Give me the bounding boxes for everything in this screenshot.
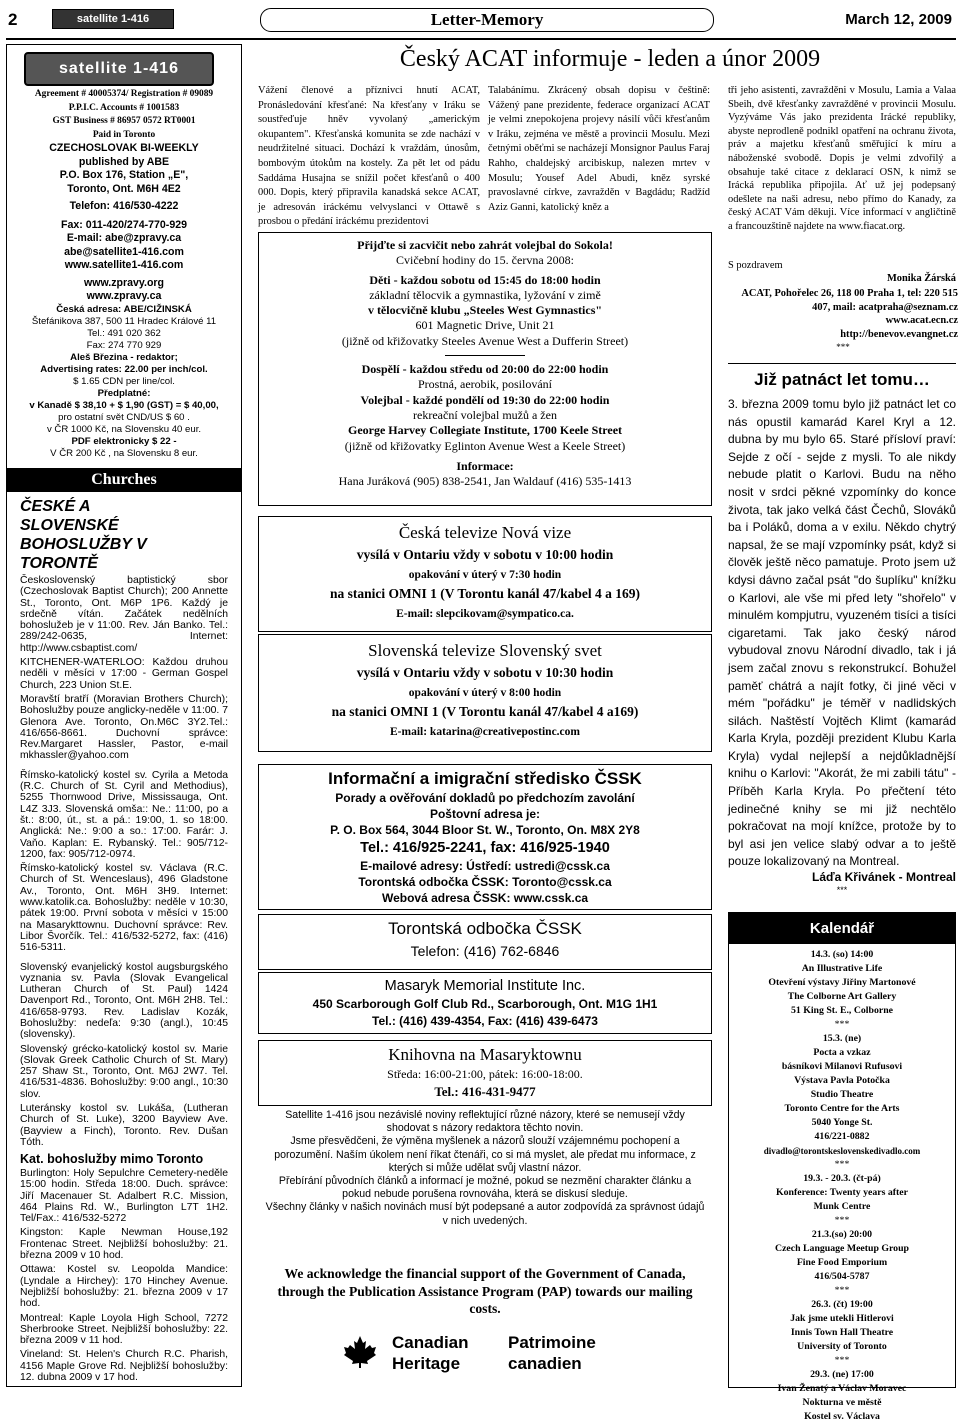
disclaimer-line: Přebírání původních článků a informací je možné, pokud se nezmění charakter článku a pokud nebude porušena rovnováha, která se diskusí sleduje. bbox=[278, 1175, 692, 1201]
sokol-line: rekreační volejbal mužů a žen bbox=[413, 407, 557, 422]
info-line: Telefon: 416/530-4222 bbox=[69, 200, 179, 212]
email-link[interactable]: E-mail: abe@zpravy.ca bbox=[66, 232, 182, 244]
sokol-line: Děti - každou sobotu od 15:45 do 18:00 hodin bbox=[369, 272, 601, 287]
church-entry: Slovenský evanjelický kostol augsburgského vyznania sv. Pavla (Slovak Evangelical Lutheran Church of St. Paul) 1424 Davenport Rd., Toronto, Ont. M6H 2H8. Tel.: 416/658-9793. Rev. Ladislav Kozák, Bohoslužby: nedeľa: 9:30 (angl.), 10:45 (slovensky). bbox=[20, 961, 228, 1041]
karel-body: 3. března 2009 tomu bylo již patnáct let co nás opustil kamarád Karel Kryl a 12. dubna by mu bylo 65. Staré přísloví praví: Sejde z očí - sejde z mysli. To ale nikdy nebude platit o Karlovi. Budu na něho nosit v srdci pěkné vzpomínky do konce života, tak jako velká část Čechů, Slováků ba i Poláků, doma a v exilu. Někdo chytrý napsal, že se mají vzpomínky psát, když si člověk ještě něco pamatuje. Proto jsem už kdysi dávno začal psát "do šuplíku" knížku o Karlovi, ale vše mi před lety "shořelo" v minulém kompjutru, vyuzeném tisíci a tisíci cigaretami. Tak jako český národ vybudoval znovu Národní divadlo, tak i já jsem začal znovu s rekonstrukcí. Bohužel paměť chátrá a najít fotky, či jiné věci v mém "pořádku" je téměř v nadlidských silách. Naštěstí Vojtěch Klimt (kamarád Karla Kryla, později prezident Klubu Karla Kryla) vydal nejlepší a nejdůkladnější knihu o Karlovi: "Akorát, že mi zabili tátu" - Příběh Karla Kryla. Po přečtení této jedinečné knihy se mi již nechtělo pokračovat na mojí knížce, protože by to byl asi jen velice slabý odvar a to ještě pouze lokalizovaný na Montreal. bbox=[728, 397, 956, 869]
info-line: Agreement # 40005374/ Registration # 09089 bbox=[34, 89, 214, 99]
cal-line: básníkovi Milanovi Rufusovi bbox=[781, 1061, 903, 1072]
church-entry: Luteránsky kostol sv. Lukáša, (Lutheran Church of St. Luke), 3200 Bayview Ave. (Bayview a Finch), Toronto. Rev. Dušan Tóth. bbox=[20, 1103, 228, 1148]
cal-line: Toronto Centre for the Arts bbox=[784, 1103, 900, 1114]
tv-sk-text bbox=[262, 640, 708, 742]
cssk-text bbox=[262, 768, 708, 906]
tv-sk-line: vysílá v Ontariu vždy v sobotu v 10:30 hodin bbox=[356, 665, 614, 680]
info-line: CZECHOSLOVAK BI-WEEKLY bbox=[49, 142, 199, 154]
section-title: Letter-Memory bbox=[430, 10, 544, 29]
church-entry: KITCHENER-WATERLOO: Každou druhou neděli v měsíci v 17:00 - German Gospel Church, 223 Union St.E. bbox=[20, 657, 228, 691]
acat-web2[interactable]: http://benevov.evangnet.cz bbox=[840, 329, 958, 340]
info-line: P.O. Box 176, Station „E", bbox=[59, 169, 189, 181]
sokol-line: Přijďte si zacvičit nebo zahrát volejbal do Sokola! bbox=[357, 238, 613, 252]
masaryk-text bbox=[262, 976, 708, 1030]
kat-entry: Kingston: Kaple Newman House,192 Frontenac Street. Nejbližší bohoslužby: 21. března 2009 v 10 hod. bbox=[20, 1227, 228, 1262]
cssk-line: P. O. Box 564, 3044 Bloor St. W., Toronto, On. M8X 2Y8 bbox=[330, 823, 640, 837]
info-line: PDF elektronicky $ 22 - bbox=[71, 435, 177, 447]
info-line: Paid in Toronto bbox=[92, 129, 156, 140]
cal-line: Czech Language Meetup Group bbox=[775, 1243, 909, 1254]
branch-phone: Telefon: (416) 762-6846 bbox=[410, 943, 560, 959]
library-phone: Tel.: 416-431-9477 bbox=[434, 1084, 536, 1099]
web-link[interactable]: www.satellite1-416.com bbox=[64, 259, 184, 271]
disclaimer-line: Všechny články v našich novinách musí být podepsané a autor zodpovídá za správnost údajů v nich uvedených. bbox=[265, 1201, 705, 1227]
cal-email[interactable]: divadlo@torontskeslovenskedivadlo.com bbox=[763, 1146, 921, 1156]
issue-date: March 12, 2009 bbox=[845, 11, 952, 28]
cal-line: 15.3. (ne) bbox=[822, 1033, 862, 1044]
branch-title: Torontská odbočka ČSSK bbox=[388, 919, 582, 938]
cssk-email[interactable]: E-mailové adresy: Ústředí: ustredi@cssk.ca bbox=[360, 859, 610, 873]
tv-cz-title: Česká televize Nová vize bbox=[398, 523, 572, 542]
calendar-list bbox=[730, 948, 954, 1424]
cal-line: Fine Food Emporium bbox=[796, 1257, 888, 1268]
cal-line: An Illustrative Life bbox=[801, 963, 883, 974]
disclaimer-line: Satellite 1-416 jsou nezávislé noviny reflektující různé názory, které se nemusejí vždy shodovat s názory redaktora těchto novin. bbox=[285, 1109, 685, 1135]
library-title: Knihovna na Masaryktownu bbox=[388, 1045, 582, 1064]
karel-signer: Láďa Křivánek - Montreal bbox=[812, 870, 956, 884]
sokol-separator bbox=[445, 355, 525, 356]
email-link[interactable]: abe@satellite1-416.com bbox=[64, 245, 184, 258]
cal-line: The Colborne Art Gallery bbox=[787, 991, 897, 1002]
kat-entry: Ottawa: Kostel sv. Leopolda Mandice: (Lyndale a Hirchey): 170 Hinchey Avenue. Nejbližší bohoslužby: 21. března 2009 v 17 hod. bbox=[20, 1264, 228, 1310]
cal-line: Nokturna ve městě bbox=[802, 1397, 882, 1408]
cal-line: 51 King St. E., Colborne bbox=[790, 1005, 894, 1016]
section-title-box bbox=[260, 8, 714, 32]
tv-cz-text bbox=[262, 522, 708, 624]
church-entry: Československý baptistický sbor (Czechoslovak Baptist Church); 200 Annette St., Toronto, Ont. M6P 1P6. Každý je srdečně vítán. Začátek nedělních bohoslužeb je v 11:00. Rev. Ján Banko. Tel.: 289/242-0635, Internet: http://www.csbaptist.com/ bbox=[20, 575, 228, 654]
cal-line: University of Toronto bbox=[797, 1341, 887, 1352]
kat-list bbox=[20, 1168, 228, 1386]
heritage-en-line: Heritage bbox=[392, 1354, 461, 1373]
library-hours: Středa: 16:00-21:00, pátek: 16:00-18:00. bbox=[387, 1067, 583, 1081]
masaryk-addr: 450 Scarborough Golf Club Rd., Scarborough, Ont. M1G 1H1 bbox=[312, 997, 658, 1011]
tv-cz-email[interactable]: E-mail: slepcikovam@sympatico.ca. bbox=[396, 608, 574, 620]
header-logo-text: satellite 1-416 bbox=[76, 13, 150, 25]
church-entry: Slovenský grécko-katolický kostol sv. Marie (Slovak Greek Catholic Church of St. Mary) 257 Shaw St., Toronto, Ont. M6J 2W7. Tel. 416/531-4836. Bohoslužby: 9:00 angl., 10:30 slov. bbox=[20, 1043, 228, 1100]
cal-line: 416/504-5787 bbox=[814, 1271, 870, 1282]
cssk-line: Tel.: 416/925-2241, fax: 416/925-1940 bbox=[360, 840, 610, 856]
info-line: Advertising rates: 22.00 per inch/col. bbox=[40, 363, 208, 375]
disclaimer-line: Jsme přesvědčeni, že výměna myšlenek a názorů slouží vzájemnému pochopení a porozumění. Naším úkolem není říkat čtenáři, co si má myslet, ale předat mu informace, z kterých si může udělat svůj vlastní názor. bbox=[274, 1135, 696, 1174]
tv-cz-line: opakování v úterý v 7:30 hodin bbox=[408, 569, 562, 581]
cal-line: 5040 Yonge St. bbox=[811, 1117, 873, 1128]
info-line: published by ABE bbox=[78, 155, 170, 168]
cal-line: Pocta a vzkaz bbox=[813, 1047, 871, 1058]
info-line: Fax: 274 770 929 bbox=[86, 339, 162, 351]
info-line: $ 1.65 CDN per line/col. bbox=[73, 375, 175, 387]
info-line: Štefánikova 387, 500 11 Hradec Králové 11 bbox=[31, 315, 217, 327]
page-number: 2 bbox=[8, 10, 18, 29]
info-line: P.P.I.C. Accounts # 1001583 bbox=[68, 102, 180, 113]
cssk-web[interactable]: Webová adresa ČSSK: www.cssk.ca bbox=[381, 891, 589, 905]
acat-address: ACAT, Pohořelec 26, 118 00 Praha 1, tel: 220 515 407, mail: acatpraha@seznam.cz bbox=[741, 288, 958, 313]
canada-flag-icon bbox=[342, 1334, 378, 1370]
info-line: v Kanadě $ 38,10 + $ 1,90 (GST) = $ 40,00, bbox=[29, 399, 219, 411]
cal-line: *** bbox=[834, 1019, 850, 1030]
cal-line: Innis Town Hall Theatre bbox=[790, 1327, 894, 1338]
masthead-logo-text: satellite 1-416 bbox=[59, 60, 179, 77]
tv-sk-line: opakování v úterý v 8:00 hodin bbox=[408, 687, 562, 699]
cal-line: Studio Theatre bbox=[810, 1089, 874, 1100]
cal-line: 21.3.(so) 20:00 bbox=[811, 1229, 873, 1240]
info-line: Tel.: 491 020 362 bbox=[87, 327, 161, 339]
kat-title: Kat. bohoslužby mimo Toronto bbox=[20, 1152, 204, 1166]
cal-line: *** bbox=[834, 1285, 850, 1296]
calendar-header bbox=[728, 912, 956, 944]
sokol-line: Dospělí - každou středu od 20:00 do 22:00 hodin bbox=[361, 362, 609, 377]
church-entry: Moravští bratří (Moravian Brothers Church); Bohoslužby pouze anglicky-neděle v 11:00. 7 Glenora Ave. Toronto, On.M6C 3Y2.Tel.: 416/656-8661. Duchovní správce: Rev.Margaret Hassler, Pastor, e-mail mkhassler@yahoo.com bbox=[20, 693, 228, 762]
info-line: GST Business # 86957 0572 RT0001 bbox=[52, 116, 196, 126]
sokol-line: 601 Magnetic Drive, Unit 21 bbox=[415, 318, 555, 333]
cssk-email[interactable]: Torontská odbočka ČSSK: Toronto@cssk.ca bbox=[358, 875, 612, 889]
karel-top-rule bbox=[728, 363, 956, 364]
info-line: v ČR 1000 Kč, na Slovensku 40 eur. bbox=[46, 423, 202, 435]
heritage-fr bbox=[508, 1332, 596, 1374]
info-line: V ČR 200 Kč , na Slovensku 8 eur. bbox=[50, 447, 198, 459]
sokol-line: v tělocvičně klubu „Steeles West Gymnastics" bbox=[367, 303, 603, 318]
info-line: Česká adresa: ABE/CIŽINSKÁ bbox=[56, 303, 192, 315]
acat-web1[interactable]: www.acat.ecn.cz bbox=[885, 315, 958, 326]
acat-headline: Český ACAT informuje - leden a únor 2009 bbox=[399, 46, 821, 72]
cal-line: *** bbox=[834, 1355, 850, 1366]
web-link[interactable]: www.zpravy.ca bbox=[86, 290, 162, 302]
cal-line: Jak jsme utekli Hitlerovi bbox=[790, 1313, 894, 1324]
cssk-title: Informační a imigrační středisko ČSSK bbox=[328, 769, 642, 788]
sokol-line: Volejbal - každé pondělí od 19:30 do 22:00 hodin bbox=[360, 392, 610, 407]
cal-line: 14.3. (so) 14:00 bbox=[810, 949, 874, 960]
church-entry: Římsko-katolický kostel sv. Václava (R.C. Church of St. Wenceslaus), 496 Gladstone Av., Toronto, Ont. M6H 3H9. Internet: www.katolik.ca. Bohoslužby: neděle v 10:30, pátek 19:00. První sobota v měsíci v 15:00 na Masarykttownu. Duchovní správce: Rev. Libor Švorčík. Tel.: 416/532-5272, fax: (416) 516-5311. bbox=[20, 863, 228, 954]
sokol-line: George Harvey Collegiate Institute, 1700 Keele Street bbox=[347, 423, 623, 438]
churches-header bbox=[6, 469, 242, 491]
sokol-line: (jižně od křižovatky Steeles Avenue West a Dufferin Street) bbox=[341, 333, 629, 348]
tv-cz-line: na stanici OMNI 1 (V Torontu kanál 47/kabel 4 a 169) bbox=[329, 586, 641, 601]
cal-line: Výstava Pavla Potočka bbox=[794, 1075, 890, 1086]
sokol-line: (jižně od křižovatky Eglinton Avenue West a Keele Street) bbox=[344, 438, 626, 453]
info-line: Toronto, Ont. M6H 4E2 bbox=[67, 182, 181, 195]
disclaimer bbox=[264, 1109, 706, 1228]
cal-line: 416/221-0882 bbox=[814, 1131, 870, 1142]
cal-line: Otevření výstavy Jiřiny Martonové bbox=[768, 977, 916, 988]
acat-signer: Monika Žárská bbox=[887, 273, 956, 284]
church-list bbox=[20, 575, 228, 1151]
cal-line: *** bbox=[834, 1159, 850, 1170]
tv-cz-line: vysílá v Ontariu vždy v sobotu v 10:00 hodin bbox=[356, 547, 614, 562]
acat-stars: *** bbox=[836, 342, 850, 352]
header-logo bbox=[52, 9, 174, 29]
cssk-line: Poštovní adresa je: bbox=[429, 807, 541, 821]
heritage-en bbox=[392, 1332, 469, 1374]
cal-line: Munk Centre bbox=[813, 1201, 871, 1212]
heritage-en-line: Canadian bbox=[392, 1333, 469, 1352]
masaryk-title: Masaryk Memorial Institute Inc. bbox=[384, 978, 586, 994]
cal-line: Kostel sv. Václava bbox=[804, 1411, 880, 1422]
calendar-title: Kalendář bbox=[809, 920, 875, 937]
cssk-line: Porady a ověřování dokladů po předchozím zavolání bbox=[335, 791, 635, 805]
sokol-text bbox=[262, 238, 708, 489]
tv-sk-line: na stanici OMNI 1 (V Torontu kanál 47/kabel 4 a169) bbox=[331, 704, 639, 719]
churches-title: ČESKÉ A SLOVENSKÉ BOHOSLUŽBY V TORONTĚ bbox=[20, 498, 147, 572]
cal-line: 26.3. (čt) 19:00 bbox=[811, 1299, 873, 1310]
info-line: Fax: 011-420/274-770-929 bbox=[60, 218, 188, 231]
karel-headline: Již patnáct let tomu… bbox=[754, 370, 930, 389]
heritage-fr-line: canadien bbox=[508, 1354, 582, 1373]
tv-sk-title: Slovenská televize Slovenský svet bbox=[368, 641, 602, 660]
sokol-line: Informace: bbox=[456, 458, 514, 473]
acat-col2: Talabánímu. Zkrácený obsah dopisu v češtině: Vážený pane prezidente, federace organizací ACAT je velmi znepokojena projevy násilí vůči křesťanům v Iráku, zejména ve městě a provincii Mosulu. Mezi četnými oběťmi se nacházejí Monsignor Paulus Faraj Rahho, chaldejský arcibiskup, nalezen mrtev v Mosulu; Yousef Adel Abudi, kněz syrské pravoslavné církve, zavražděn v Bagdádu; Radžíd Aziz Ganni, katolický kněz a bbox=[488, 85, 711, 213]
karel-stars: *** bbox=[836, 885, 848, 895]
kat-entry: Vineland: St. Helen's Church R.C. Pharish, 4156 Maple Grove Rd. Nejbližší bohoslužby: 12. dubna 2009 v 17 hod. bbox=[20, 1349, 228, 1384]
cal-line: 19.3. - 20.3. (čt-pá) bbox=[803, 1173, 881, 1184]
info-line: pro ostatní svět CND/US $ 60 . bbox=[58, 411, 190, 423]
masaryk-phone: Tel.: (416) 439-4354, Fax: (416) 439-6473 bbox=[372, 1014, 598, 1028]
sokol-line: základní tělocvik a gymnastika, lyžování v zimě bbox=[369, 287, 601, 302]
cal-line: *** bbox=[834, 1215, 850, 1226]
branch-text bbox=[262, 918, 708, 962]
kat-entry: Burlington: Holy Sepulchre Cemetery-neděle 15:00 hodin. Středa 18:00. Duch. správce: Jiří Macenauer St. Adalbert R.C. Mission, 464 Plains Rd. W., Burlington L7T 1H2. Tel/Fax.: 416/532-5272 bbox=[20, 1168, 228, 1225]
acat-col3: tři jeho asistenti, zavražděni v Mosulu, Lamia a Valaa Sbeih, dvě křesťanky zavražděné v provincii Mosulu. Vyzýváme Vás jako prezidenta Irácké republiky, abyste neprodleně podnikl opatření na ochranu života, práv a majetku křesťanů směřující k míru a náboženské svobodě. Dopis je velmi zdvořilý a obsahuje také citace z deklarací OSN, k nimž se Irácká republika připojila. Ať už jej podepsaný odešlete na naši adresu, nebo přímo do Kanady, za český ACAT Vám děkuji. Více informací v angličtině a francouzštině najdete na www.fiacat.org. bbox=[728, 85, 956, 232]
info-line: Aleš Březina - redaktor; bbox=[70, 351, 178, 363]
info-line: Předplatné: bbox=[97, 387, 151, 399]
library-text bbox=[262, 1044, 708, 1101]
web-link[interactable]: www.zpravy.org bbox=[83, 276, 165, 289]
tv-sk-email[interactable]: E-mail: katarina@creativepostinc.com bbox=[390, 726, 580, 738]
masthead-logo bbox=[24, 52, 214, 86]
churches-header-text: Churches bbox=[91, 471, 157, 488]
cal-line: 29.3. (ne) 17:00 bbox=[810, 1369, 874, 1380]
heritage-fr-line: Patrimoine bbox=[508, 1333, 596, 1352]
sokol-line: Hana Juráková (905) 838-2541, Jan Waldauf (416) 535-1413 bbox=[338, 474, 632, 489]
publisher-info bbox=[8, 88, 240, 460]
header-rule bbox=[6, 38, 956, 40]
sokol-line: Cvičební hodiny do 15. června 2008: bbox=[396, 253, 574, 268]
cal-line: Konference: Twenty years after bbox=[776, 1187, 908, 1198]
sokol-line: Prostná, aerobik, posilování bbox=[418, 377, 552, 392]
acat-regards: S pozdravem bbox=[728, 260, 783, 271]
funding-text: We acknowledge the financial support of the Government of Canada, through the Publication Assistance Program (PAP) towards our mailing costs. bbox=[277, 1266, 693, 1316]
acat-col1: Vážení členové a příznivci hnutí ACAT, Pronásledování křesťané: Na křesťany v Iráku se soustřeďuje hněv vyvolaný „americkým okupantem". Křesťanská komunita se zde nachází v neudržitelné situaci. Dochází k vraždám, únosům, bombovým útokům na kostely. Za pět let od pádu Saddáma Husajna se snížil počet křesťanů o 400 000. Dopis, který připravila kanadská sekce ACAT, je adresován iráckému velvyslanci v Ottawě s prosbou o předání iráckému prezidentovi bbox=[258, 85, 480, 228]
church-entry: Římsko-katolický kostel sv. Cyrila a Metoda (R.C. Church of St. Cyril and Methodius), 5255 Thornwood Drive, Mississauga, Ont. L4Z 3J3. Slovenská omša:: Ne.: 11:00, po a št.: 8:00, út., st. a pá.: 19:00, 1. so 18:00. Anglická: Ne.: 9:00 a so.: 17:00. Farár: J. Vaňo. Kaplan: E. Rybanský. Tel.: 905/712-1200, fax: 905/712-0974. bbox=[20, 769, 228, 860]
cal-line: Ivan Ženatý a Václav Moravec bbox=[777, 1383, 907, 1394]
kat-entry: Montreal: Kaple Loyola High School, 7272 Sherbrooke Street. Nejbližší bohoslužby: 22. března 2009 v 11 hod. bbox=[20, 1312, 228, 1347]
